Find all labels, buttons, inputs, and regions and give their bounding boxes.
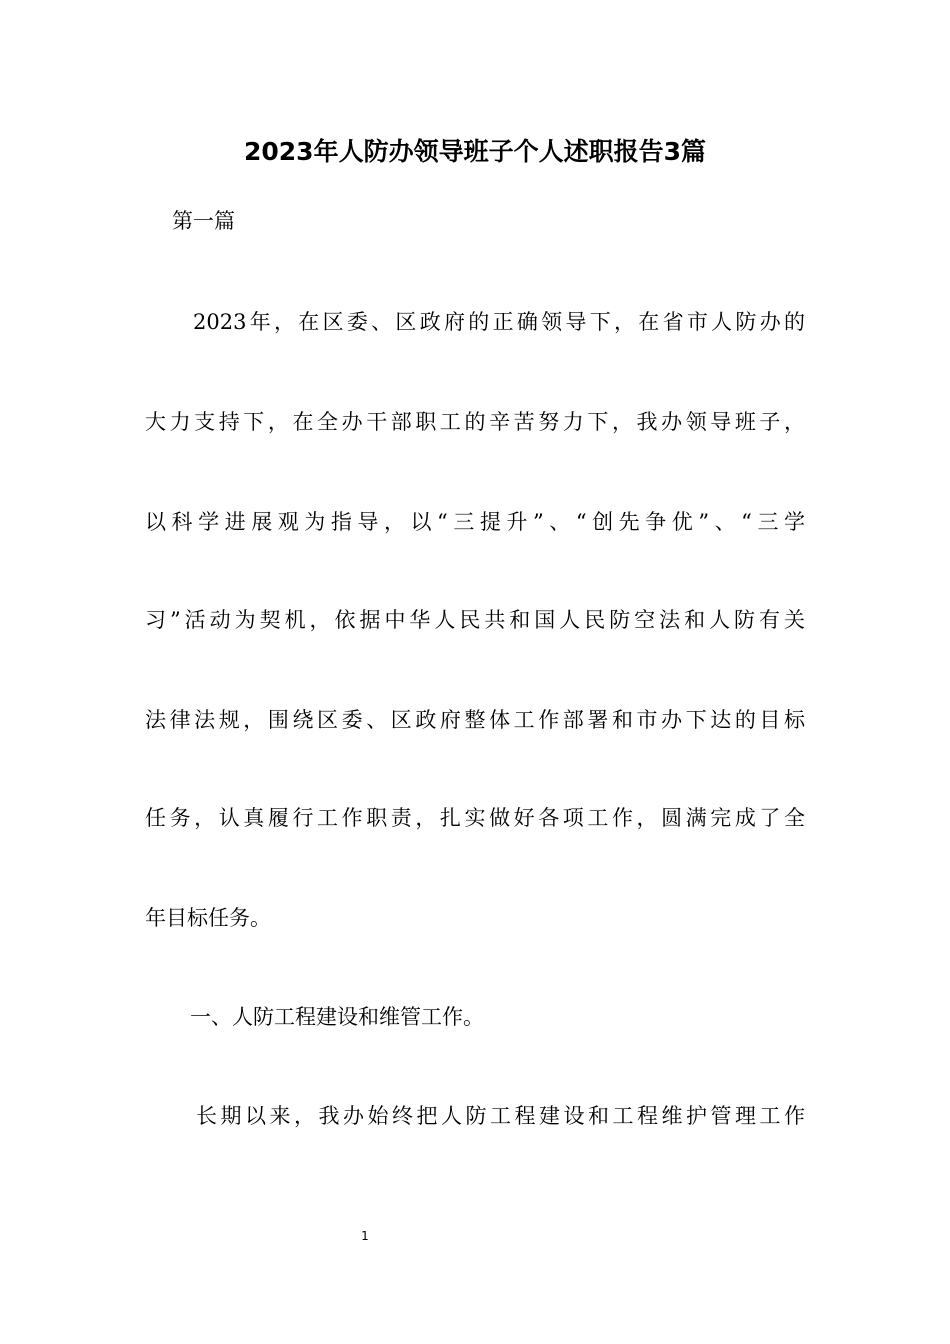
- section-heading: 一、人防工程建设和维管工作。: [190, 1005, 484, 1029]
- document-title: 2023年人防办领导班子个人述职报告3篇: [244, 137, 706, 166]
- paragraph-line: 任务，认真履行工作职责，扎实做好各项工作，圆满完成了全: [145, 806, 805, 830]
- paragraph-line: 以科学进展观为指导，以“三提升”、“创先争优”、“三学: [145, 510, 805, 534]
- section-label: 第一篇: [172, 209, 235, 233]
- paragraph-line: 法律法规，围绕区委、区政府整体工作部署和市办下达的目标: [145, 708, 805, 732]
- paragraph-line: 大力支持下，在全办干部职工的辛苦努力下，我办领导班子，: [145, 410, 805, 434]
- paragraph-line: 年目标任务。: [145, 906, 271, 930]
- paragraph-line: 2023年，在区委、区政府的正确领导下，在省市人防办的: [193, 310, 805, 334]
- paragraph-line: 习”活动为契机，依据中华人民共和国人民防空法和人防有关: [145, 608, 805, 632]
- paragraph-line: 长期以来，我办始终把人防工程建设和工程维护管理工作: [196, 1104, 805, 1128]
- page-number: 1: [361, 1229, 369, 1243]
